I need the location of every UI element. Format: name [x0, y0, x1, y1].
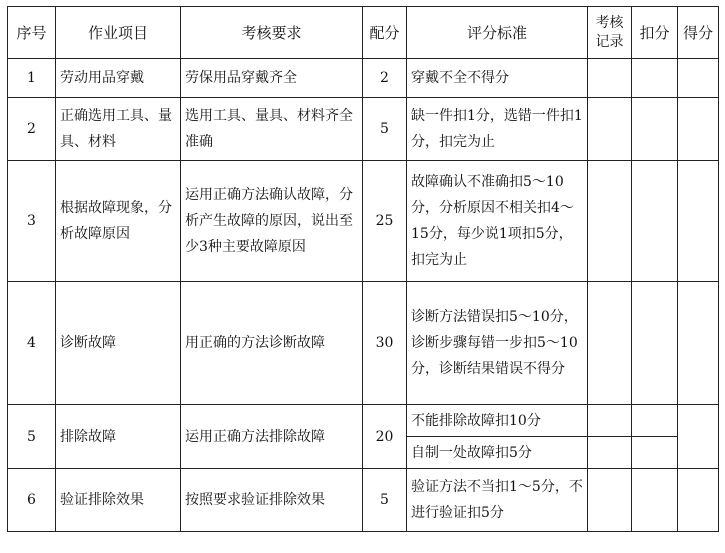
- scoring-table: [7, 6, 719, 532]
- cell-deduct: [632, 405, 678, 437]
- header-result: 得分: [678, 7, 719, 59]
- cell-seq: 4: [8, 282, 56, 405]
- cell-criteria: 穿戴不全不得分: [407, 59, 588, 98]
- cell-item: 验证排除效果: [56, 469, 181, 532]
- cell-result: [678, 59, 719, 98]
- cell-seq: 5: [8, 405, 56, 469]
- table-row: [8, 98, 719, 161]
- header-seq: 序号: [8, 7, 56, 59]
- cell-criteria: 故障确认不准确扣5～10分，分析原因不相关扣4～15分，每少说1项扣5分，扣完为止: [407, 161, 588, 282]
- cell-deduct: [632, 161, 678, 282]
- cell-result: [678, 469, 719, 532]
- cell-score: 30: [363, 282, 407, 405]
- cell-criteria: 诊断方法错误扣5～10分，诊断步骤每错一步扣5～10分，诊断结果错误不得分: [407, 282, 588, 405]
- cell-result: [678, 405, 719, 469]
- cell-requirement: 劳保用品穿戴齐全: [181, 59, 363, 98]
- cell-item: 根据故障现象，分析故障原因: [56, 161, 181, 282]
- cell-item: 诊断故障: [56, 282, 181, 405]
- cell-record: [588, 161, 632, 282]
- header-item: 作业项目: [56, 7, 181, 59]
- cell-seq: 3: [8, 161, 56, 282]
- table-row: [8, 59, 719, 98]
- cell-criteria: 不能排除故障扣10分: [407, 405, 588, 437]
- cell-score: 5: [363, 469, 407, 532]
- table-row: [8, 282, 719, 405]
- cell-result: [678, 98, 719, 161]
- cell-score: 25: [363, 161, 407, 282]
- cell-item: 排除故障: [56, 405, 181, 469]
- header-row: [8, 7, 719, 59]
- header-record: [588, 7, 632, 59]
- header-requirement: 考核要求: [181, 7, 363, 59]
- cell-seq: 1: [8, 59, 56, 98]
- cell-item: 正确选用工具、量具、材料: [56, 98, 181, 161]
- cell-record: [588, 282, 632, 405]
- cell-result: [678, 282, 719, 405]
- cell-record: [588, 98, 632, 161]
- table-row: [8, 405, 719, 437]
- cell-seq: 6: [8, 469, 56, 532]
- cell-requirement: 用正确的方法诊断故障: [181, 282, 363, 405]
- header-deduct: 扣分: [632, 7, 678, 59]
- cell-record: [588, 469, 632, 532]
- table-row: [8, 469, 719, 532]
- cell-score: 5: [363, 98, 407, 161]
- cell-record: [588, 405, 632, 437]
- header-record-line1: 考核: [595, 14, 624, 31]
- header-criteria: 评分标准: [407, 7, 588, 59]
- cell-score: 20: [363, 405, 407, 469]
- cell-deduct: [632, 469, 678, 532]
- cell-criteria: 验证方法不当扣1～5分，不进行验证扣5分: [407, 469, 588, 532]
- cell-requirement: 运用正确方法排除故障: [181, 405, 363, 469]
- cell-deduct: [632, 59, 678, 98]
- cell-requirement: 选用工具、量具、材料齐全准确: [181, 98, 363, 161]
- cell-record: [588, 59, 632, 98]
- cell-deduct: [632, 282, 678, 405]
- header-record-line2: 记录: [595, 33, 624, 50]
- cell-seq: 2: [8, 98, 56, 161]
- cell-requirement: 运用正确方法确认故障，分析产生故障的原因，说出至少3种主要故障原因: [181, 161, 363, 282]
- cell-result: [678, 161, 719, 282]
- cell-requirement: 按照要求验证排除效果: [181, 469, 363, 532]
- cell-record: [588, 437, 632, 469]
- cell-criteria: 缺一件扣1分，选错一件扣1分，扣完为止: [407, 98, 588, 161]
- header-score: 配分: [363, 7, 407, 59]
- cell-deduct: [632, 437, 678, 469]
- cell-criteria: 自制一处故障扣5分: [407, 437, 588, 469]
- cell-score: 2: [363, 59, 407, 98]
- cell-deduct: [632, 98, 678, 161]
- cell-item: 劳动用品穿戴: [56, 59, 181, 98]
- table-row: [8, 161, 719, 282]
